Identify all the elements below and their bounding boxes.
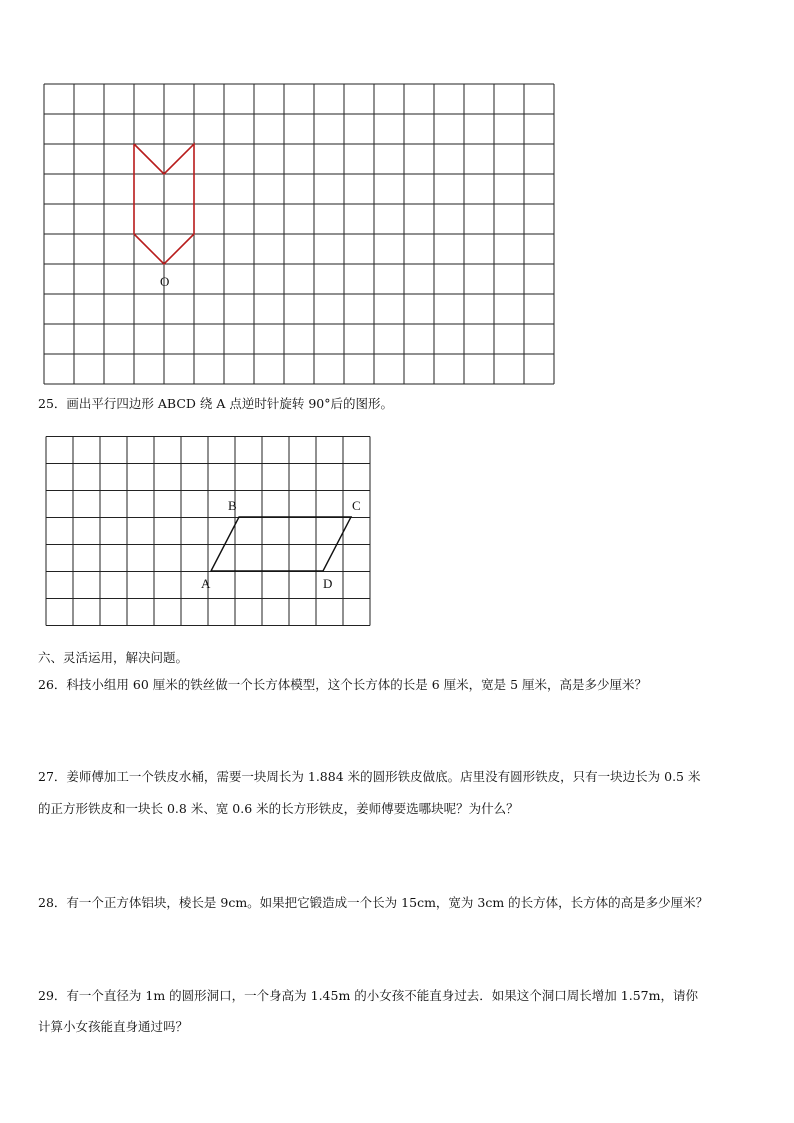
- label-d: D: [323, 576, 333, 591]
- question-27-line1: 27．姜师傅加工一个铁皮水桶，需要一块周长为 1.884 米的圆形铁皮做底。店里没有圆形铁皮，只有一块边长为 0.5 米: [38, 769, 701, 784]
- question-29-line2: 计算小女孩能直身通过吗？: [38, 1019, 189, 1034]
- label-o: O: [160, 274, 170, 289]
- label-c: C: [352, 498, 361, 513]
- question-28: 28．有一个正方体铝块，棱长是 9cm。如果把它锻造成一个长为 15cm，宽为 3cm 的长方体，长方体的高是多少厘米？: [38, 895, 709, 910]
- question-27-line2: 的正方形铁皮和一块长 0.8 米、宽 0.6 米的长方形铁皮，姜师傅要选哪块呢？为什么？: [38, 801, 519, 816]
- question-29-line1: 29．有一个直径为 1m 的圆形洞口，一个身高为 1.45m 的小女孩不能直身过去．如果这个洞口周长增加 1.57m，请你: [38, 988, 698, 1003]
- section-6-title: 六、灵活运用，解决问题。: [38, 650, 189, 665]
- figure1-grid: [43, 82, 559, 386]
- figure2-grid: [45, 436, 381, 628]
- label-a: A: [201, 576, 211, 591]
- question-26: 26．科技小组用 60 厘米的铁丝做一个长方体模型，这个长方体的长是 6 厘米，宽是 5 厘米，高是多少厘米？: [38, 677, 648, 692]
- question-25: 25．画出平行四边形 ABCD 绕 A 点逆时针旋转 90°后的图形。: [38, 396, 393, 411]
- label-b: B: [228, 498, 237, 513]
